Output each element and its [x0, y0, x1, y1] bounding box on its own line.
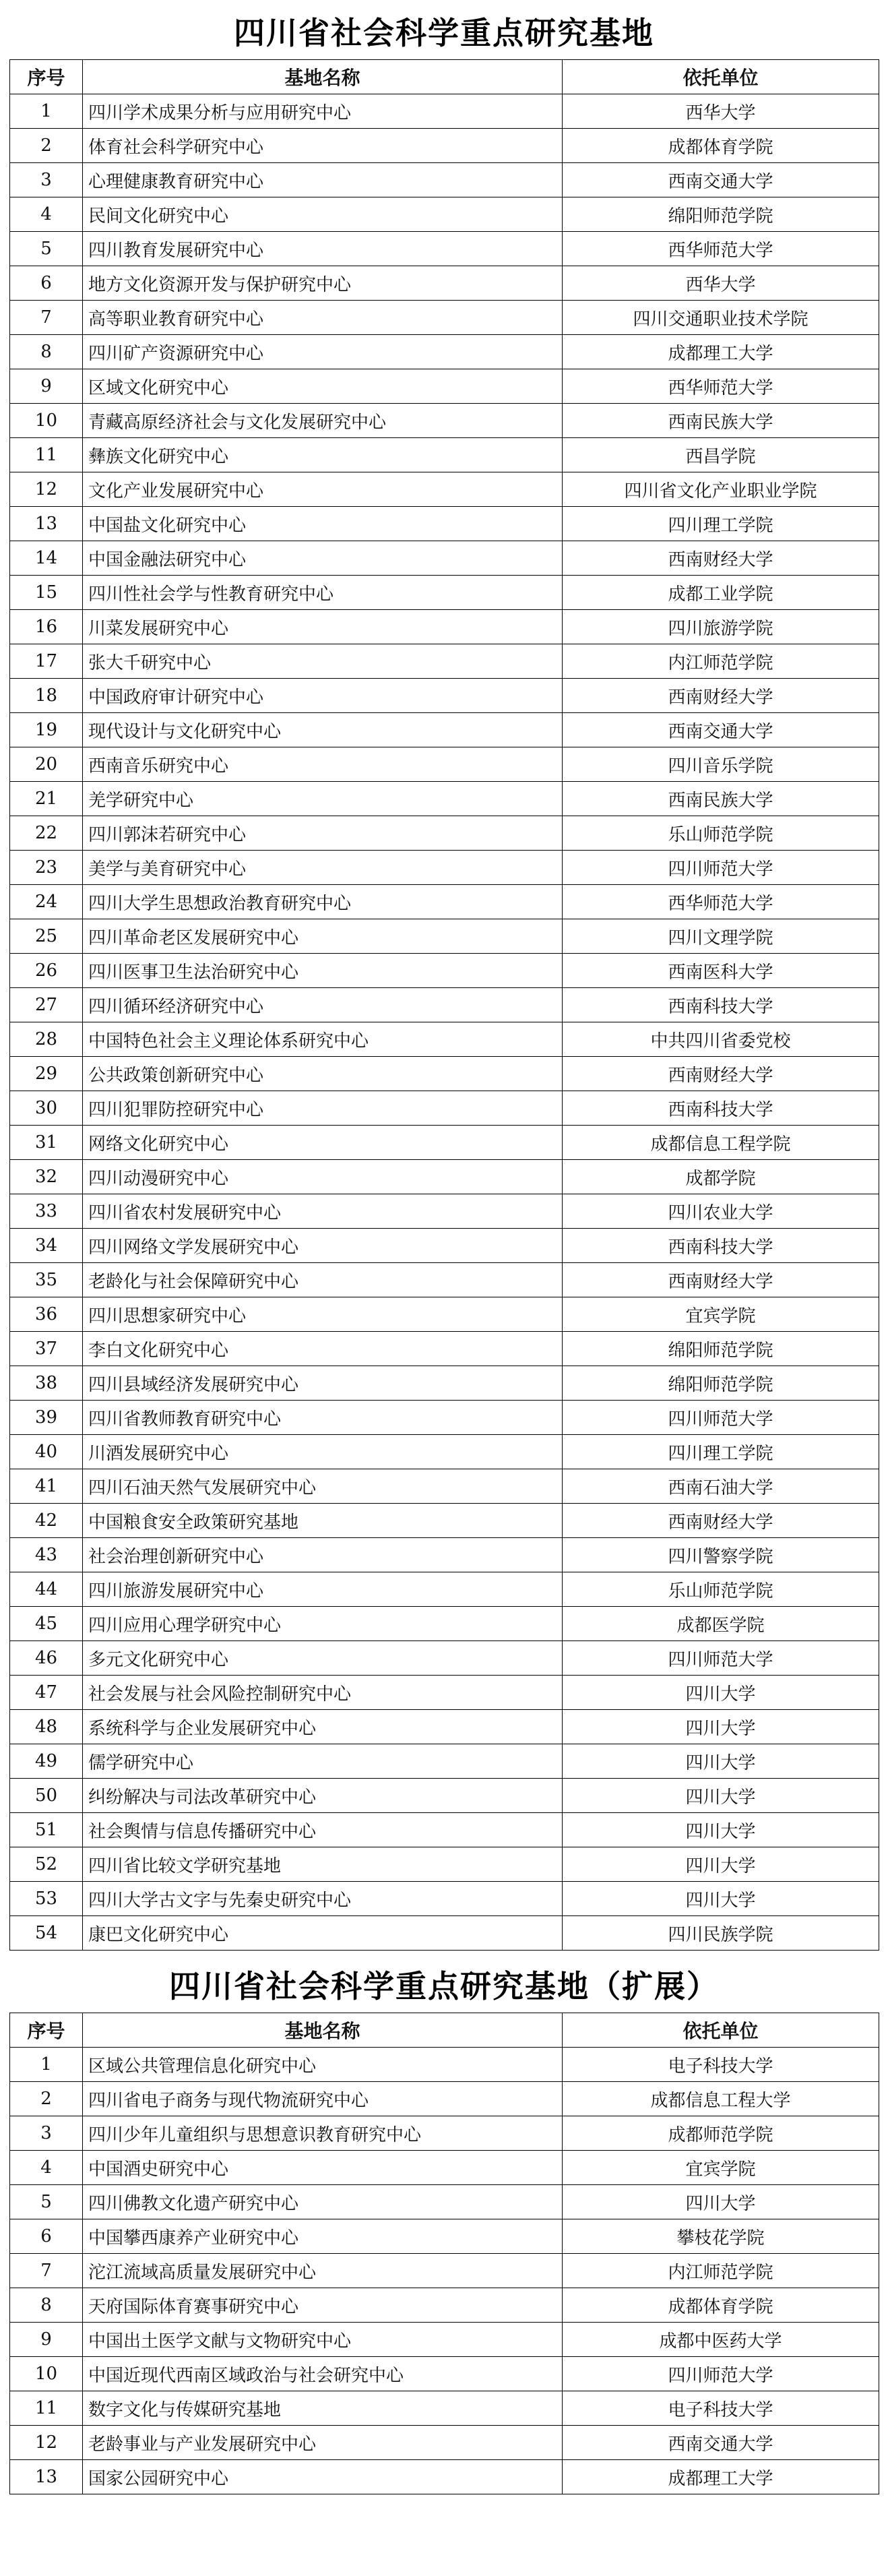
row-index: 43 — [10, 1538, 83, 1572]
base-name: 四川石油天然气发展研究中心 — [83, 1469, 563, 1504]
host-unit: 四川音乐学院 — [563, 747, 879, 782]
base-name: 四川动漫研究中心 — [83, 1160, 563, 1194]
row-index: 1 — [10, 94, 83, 129]
row-index: 10 — [10, 404, 83, 438]
base-name: 四川犯罪防控研究中心 — [83, 1091, 563, 1126]
table-row — [10, 507, 879, 541]
host-unit: 四川旅游学院 — [563, 610, 879, 644]
base-name: 区域文化研究中心 — [83, 369, 563, 404]
host-unit: 西南交通大学 — [563, 713, 879, 747]
base-name: 文化产业发展研究中心 — [83, 472, 563, 507]
base-name: 四川应用心理学研究中心 — [83, 1607, 563, 1641]
row-index: 31 — [10, 1126, 83, 1160]
table-row — [10, 2048, 879, 2082]
base-name: 四川省比较文学研究基地 — [83, 1847, 563, 1882]
host-unit: 成都医学院 — [563, 1607, 879, 1641]
table-row — [10, 301, 879, 335]
row-index: 27 — [10, 988, 83, 1022]
table-row — [10, 782, 879, 816]
row-index: 2 — [10, 129, 83, 163]
base-name: 四川教育发展研究中心 — [83, 232, 563, 266]
table-row — [10, 1126, 879, 1160]
host-unit: 四川大学 — [563, 1744, 879, 1779]
table-row — [10, 2323, 879, 2357]
host-unit: 西华师范大学 — [563, 369, 879, 404]
base-name: 中国特色社会主义理论体系研究中心 — [83, 1022, 563, 1057]
table-row — [10, 1332, 879, 1366]
table-row — [10, 1779, 879, 1813]
base-name: 地方文化资源开发与保护研究中心 — [83, 266, 563, 301]
base-name: 中国酒史研究中心 — [83, 2151, 563, 2185]
base-name: 美学与美育研究中心 — [83, 851, 563, 885]
table-row — [10, 2460, 879, 2494]
row-index: 6 — [10, 2219, 83, 2254]
row-index: 51 — [10, 1813, 83, 1847]
row-index: 13 — [10, 2460, 83, 2494]
row-index: 9 — [10, 369, 83, 404]
base-name: 四川医事卫生法治研究中心 — [83, 954, 563, 988]
base-name: 民间文化研究中心 — [83, 197, 563, 232]
table-row — [10, 1847, 879, 1882]
table-row — [10, 713, 879, 747]
base-name: 四川县域经济发展研究中心 — [83, 1366, 563, 1401]
host-unit: 西华师范大学 — [563, 885, 879, 919]
table-row — [10, 1194, 879, 1229]
table-row — [10, 644, 879, 679]
host-unit: 四川大学 — [563, 1710, 879, 1744]
row-index: 30 — [10, 1091, 83, 1126]
table-row — [10, 2426, 879, 2460]
table-row — [10, 1744, 879, 1779]
host-unit: 四川省文化产业职业学院 — [563, 472, 879, 507]
base-name: 四川革命老区发展研究中心 — [83, 919, 563, 954]
row-index: 3 — [10, 2116, 83, 2151]
row-index: 7 — [10, 2254, 83, 2288]
host-unit: 西南科技大学 — [563, 1229, 879, 1263]
host-unit: 四川师范大学 — [563, 2357, 879, 2391]
base-name: 青藏高原经济社会与文化发展研究中心 — [83, 404, 563, 438]
base-name: 现代设计与文化研究中心 — [83, 713, 563, 747]
table-row — [10, 1710, 879, 1744]
row-index: 15 — [10, 576, 83, 610]
host-unit: 成都学院 — [563, 1160, 879, 1194]
base-name: 数字文化与传媒研究基地 — [83, 2391, 563, 2426]
base-name: 李白文化研究中心 — [83, 1332, 563, 1366]
base-name: 中国攀西康养产业研究中心 — [83, 2219, 563, 2254]
base-name: 高等职业教育研究中心 — [83, 301, 563, 335]
row-index: 14 — [10, 541, 83, 576]
table-row — [10, 369, 879, 404]
table-row — [10, 94, 879, 129]
row-index: 8 — [10, 2288, 83, 2323]
host-unit: 绵阳师范学院 — [563, 1332, 879, 1366]
table-row — [10, 541, 879, 576]
row-index: 3 — [10, 163, 83, 197]
table-row — [10, 1229, 879, 1263]
table-row — [10, 988, 879, 1022]
base-name: 公共政策创新研究中心 — [83, 1057, 563, 1091]
table-row — [10, 1469, 879, 1504]
base-name: 四川性社会学与性教育研究中心 — [83, 576, 563, 610]
row-index: 11 — [10, 2391, 83, 2426]
base-name: 网络文化研究中心 — [83, 1126, 563, 1160]
header-base-name: 基地名称 — [83, 2013, 563, 2048]
host-unit: 成都理工大学 — [563, 335, 879, 369]
section-extended-bases — [9, 1960, 879, 2494]
table-row — [10, 2391, 879, 2426]
row-index: 46 — [10, 1641, 83, 1676]
table-row — [10, 1641, 879, 1676]
host-unit: 宜宾学院 — [563, 1297, 879, 1332]
row-index: 20 — [10, 747, 83, 782]
base-name: 区域公共管理信息化研究中心 — [83, 2048, 563, 2082]
table-body — [10, 94, 879, 1951]
base-name: 四川佛教文化遗产研究中心 — [83, 2185, 563, 2219]
table-row — [10, 1263, 879, 1297]
host-unit: 西南财经大学 — [563, 1504, 879, 1538]
table-row — [10, 816, 879, 851]
row-index: 34 — [10, 1229, 83, 1263]
row-index: 11 — [10, 438, 83, 472]
table-row — [10, 2082, 879, 2116]
host-unit: 西南交通大学 — [563, 2426, 879, 2460]
row-index: 26 — [10, 954, 83, 988]
base-name: 四川省教师教育研究中心 — [83, 1401, 563, 1435]
host-unit: 成都信息工程大学 — [563, 2082, 879, 2116]
row-index: 47 — [10, 1676, 83, 1710]
table-header-row — [10, 2013, 879, 2048]
table-row — [10, 2254, 879, 2288]
table-row — [10, 1401, 879, 1435]
table-row — [10, 1160, 879, 1194]
table-row — [10, 472, 879, 507]
host-unit: 电子科技大学 — [563, 2048, 879, 2082]
host-unit: 西昌学院 — [563, 438, 879, 472]
host-unit: 西南交通大学 — [563, 163, 879, 197]
base-name: 彝族文化研究中心 — [83, 438, 563, 472]
host-unit: 成都体育学院 — [563, 2288, 879, 2323]
table-row — [10, 1676, 879, 1710]
host-unit: 四川大学 — [563, 1813, 879, 1847]
row-index: 45 — [10, 1607, 83, 1641]
host-unit: 西华大学 — [563, 266, 879, 301]
host-unit: 西南财经大学 — [563, 679, 879, 713]
base-name: 四川省电子商务与现代物流研究中心 — [83, 2082, 563, 2116]
table-row — [10, 2357, 879, 2391]
base-name: 川酒发展研究中心 — [83, 1435, 563, 1469]
base-name: 四川思想家研究中心 — [83, 1297, 563, 1332]
table-row — [10, 163, 879, 197]
row-index: 21 — [10, 782, 83, 816]
table-row — [10, 335, 879, 369]
host-unit: 四川大学 — [563, 1882, 879, 1916]
host-unit: 内江师范学院 — [563, 644, 879, 679]
host-unit: 西南科技大学 — [563, 1091, 879, 1126]
table-row — [10, 1366, 879, 1401]
host-unit: 攀枝花学院 — [563, 2219, 879, 2254]
row-index: 23 — [10, 851, 83, 885]
base-name: 四川循环经济研究中心 — [83, 988, 563, 1022]
row-index: 5 — [10, 2185, 83, 2219]
section-title: 四川省社会科学重点研究基地 — [234, 15, 654, 51]
row-index: 18 — [10, 679, 83, 713]
table-row — [10, 2185, 879, 2219]
host-unit: 内江师范学院 — [563, 2254, 879, 2288]
host-unit: 四川民族学院 — [563, 1916, 879, 1951]
row-index: 2 — [10, 2082, 83, 2116]
extended-bases-table — [9, 2013, 879, 2494]
table-row — [10, 1504, 879, 1538]
table-row — [10, 404, 879, 438]
host-unit: 乐山师范学院 — [563, 1572, 879, 1607]
row-index: 6 — [10, 266, 83, 301]
row-index: 12 — [10, 2426, 83, 2460]
row-index: 35 — [10, 1263, 83, 1297]
base-name: 体育社会科学研究中心 — [83, 129, 563, 163]
row-index: 29 — [10, 1057, 83, 1091]
row-index: 19 — [10, 713, 83, 747]
host-unit: 宜宾学院 — [563, 2151, 879, 2185]
base-name: 系统科学与企业发展研究中心 — [83, 1710, 563, 1744]
row-index: 22 — [10, 816, 83, 851]
base-name: 心理健康教育研究中心 — [83, 163, 563, 197]
row-index: 37 — [10, 1332, 83, 1366]
host-unit: 四川文理学院 — [563, 919, 879, 954]
base-name: 四川学术成果分析与应用研究中心 — [83, 94, 563, 129]
row-index: 7 — [10, 301, 83, 335]
host-unit: 西南财经大学 — [563, 1057, 879, 1091]
host-unit: 西华师范大学 — [563, 232, 879, 266]
row-index: 28 — [10, 1022, 83, 1057]
table-row — [10, 197, 879, 232]
base-name: 国家公园研究中心 — [83, 2460, 563, 2494]
table-row — [10, 266, 879, 301]
row-index: 42 — [10, 1504, 83, 1538]
host-unit: 成都信息工程学院 — [563, 1126, 879, 1160]
host-unit: 四川大学 — [563, 1779, 879, 1813]
row-index: 53 — [10, 1882, 83, 1916]
row-index: 5 — [10, 232, 83, 266]
row-index: 44 — [10, 1572, 83, 1607]
table-row — [10, 1022, 879, 1057]
host-unit: 四川大学 — [563, 1847, 879, 1882]
table-row — [10, 919, 879, 954]
section-main-bases — [9, 7, 879, 1951]
table-row — [10, 1607, 879, 1641]
base-name: 四川旅游发展研究中心 — [83, 1572, 563, 1607]
table-header-row — [10, 60, 879, 94]
table-row — [10, 1435, 879, 1469]
base-name: 纠纷解决与司法改革研究中心 — [83, 1779, 563, 1813]
base-name: 沱江流域高质量发展研究中心 — [83, 2254, 563, 2288]
header-host-unit: 依托单位 — [563, 60, 879, 94]
row-index: 33 — [10, 1194, 83, 1229]
base-name: 四川少年儿童组织与思想意识教育研究中心 — [83, 2116, 563, 2151]
row-index: 4 — [10, 197, 83, 232]
host-unit: 四川交通职业技术学院 — [563, 301, 879, 335]
host-unit: 四川农业大学 — [563, 1194, 879, 1229]
host-unit: 成都工业学院 — [563, 576, 879, 610]
base-name: 四川省农村发展研究中心 — [83, 1194, 563, 1229]
table-row — [10, 1538, 879, 1572]
base-name: 老龄事业与产业发展研究中心 — [83, 2426, 563, 2460]
host-unit: 西南科技大学 — [563, 988, 879, 1022]
base-name: 四川大学生思想政治教育研究中心 — [83, 885, 563, 919]
host-unit: 西华大学 — [563, 94, 879, 129]
table-body — [10, 2048, 879, 2494]
host-unit: 成都理工大学 — [563, 2460, 879, 2494]
row-index: 36 — [10, 1297, 83, 1332]
host-unit: 西南医科大学 — [563, 954, 879, 988]
table-row — [10, 610, 879, 644]
row-index: 41 — [10, 1469, 83, 1504]
row-index: 8 — [10, 335, 83, 369]
host-unit: 西南财经大学 — [563, 1263, 879, 1297]
base-name: 中国盐文化研究中心 — [83, 507, 563, 541]
host-unit: 电子科技大学 — [563, 2391, 879, 2426]
table-row — [10, 1572, 879, 1607]
row-index: 52 — [10, 1847, 83, 1882]
base-name: 社会治理创新研究中心 — [83, 1538, 563, 1572]
host-unit: 西南石油大学 — [563, 1469, 879, 1504]
table-row — [10, 1916, 879, 1951]
row-index: 38 — [10, 1366, 83, 1401]
table-row — [10, 747, 879, 782]
table-row — [10, 2288, 879, 2323]
host-unit: 成都中医药大学 — [563, 2323, 879, 2357]
base-name: 中国粮食安全政策研究基地 — [83, 1504, 563, 1538]
header-host-unit: 依托单位 — [563, 2013, 879, 2048]
base-name: 儒学研究中心 — [83, 1744, 563, 1779]
host-unit: 四川理工学院 — [563, 1435, 879, 1469]
table-row — [10, 2151, 879, 2185]
table-row — [10, 2219, 879, 2254]
row-index: 24 — [10, 885, 83, 919]
bases-table — [9, 59, 879, 1951]
row-index: 13 — [10, 507, 83, 541]
host-unit: 四川警察学院 — [563, 1538, 879, 1572]
host-unit: 四川大学 — [563, 1676, 879, 1710]
host-unit: 成都体育学院 — [563, 129, 879, 163]
base-name: 张大千研究中心 — [83, 644, 563, 679]
host-unit: 西南民族大学 — [563, 404, 879, 438]
section-title: 四川省社会科学重点研究基地（扩展） — [169, 1968, 719, 2004]
host-unit: 西南财经大学 — [563, 541, 879, 576]
table-row — [10, 885, 879, 919]
table-row — [10, 1297, 879, 1332]
base-name: 康巴文化研究中心 — [83, 1916, 563, 1951]
table-row — [10, 576, 879, 610]
base-name: 天府国际体育赛事研究中心 — [83, 2288, 563, 2323]
row-index: 50 — [10, 1779, 83, 1813]
host-unit: 绵阳师范学院 — [563, 1366, 879, 1401]
row-index: 39 — [10, 1401, 83, 1435]
host-unit: 四川理工学院 — [563, 507, 879, 541]
table-row — [10, 1813, 879, 1847]
base-name: 多元文化研究中心 — [83, 1641, 563, 1676]
table-row — [10, 679, 879, 713]
base-name: 中国金融法研究中心 — [83, 541, 563, 576]
row-index: 25 — [10, 919, 83, 954]
host-unit: 四川师范大学 — [563, 851, 879, 885]
base-name: 四川矿产资源研究中心 — [83, 335, 563, 369]
table-row — [10, 1091, 879, 1126]
table-row — [10, 2116, 879, 2151]
row-index: 54 — [10, 1916, 83, 1951]
base-name: 川菜发展研究中心 — [83, 610, 563, 644]
base-name: 四川网络文学发展研究中心 — [83, 1229, 563, 1263]
row-index: 17 — [10, 644, 83, 679]
base-name: 社会发展与社会风险控制研究中心 — [83, 1676, 563, 1710]
row-index: 16 — [10, 610, 83, 644]
host-unit: 绵阳师范学院 — [563, 197, 879, 232]
row-index: 48 — [10, 1710, 83, 1744]
row-index: 32 — [10, 1160, 83, 1194]
base-name: 中国政府审计研究中心 — [83, 679, 563, 713]
base-name: 中国近现代西南区域政治与社会研究中心 — [83, 2357, 563, 2391]
table-row — [10, 1882, 879, 1916]
host-unit: 乐山师范学院 — [563, 816, 879, 851]
table-row — [10, 438, 879, 472]
row-index: 12 — [10, 472, 83, 507]
row-index: 10 — [10, 2357, 83, 2391]
row-index: 40 — [10, 1435, 83, 1469]
header-base-name: 基地名称 — [83, 60, 563, 94]
base-name: 西南音乐研究中心 — [83, 747, 563, 782]
base-name: 羌学研究中心 — [83, 782, 563, 816]
table-row — [10, 954, 879, 988]
header-index: 序号 — [10, 60, 83, 94]
host-unit: 成都师范学院 — [563, 2116, 879, 2151]
host-unit: 西南民族大学 — [563, 782, 879, 816]
row-index: 4 — [10, 2151, 83, 2185]
table-row — [10, 129, 879, 163]
base-name: 四川大学古文字与先秦史研究中心 — [83, 1882, 563, 1916]
table-row — [10, 851, 879, 885]
base-name: 社会舆情与信息传播研究中心 — [83, 1813, 563, 1847]
row-index: 1 — [10, 2048, 83, 2082]
base-name: 中国出土医学文献与文物研究中心 — [83, 2323, 563, 2357]
row-index: 9 — [10, 2323, 83, 2357]
host-unit: 四川师范大学 — [563, 1641, 879, 1676]
host-unit: 四川师范大学 — [563, 1401, 879, 1435]
host-unit: 四川大学 — [563, 2185, 879, 2219]
base-name: 老龄化与社会保障研究中心 — [83, 1263, 563, 1297]
table-row — [10, 232, 879, 266]
table-row — [10, 1057, 879, 1091]
header-index: 序号 — [10, 2013, 83, 2048]
row-index: 49 — [10, 1744, 83, 1779]
base-name: 四川郭沫若研究中心 — [83, 816, 563, 851]
host-unit: 中共四川省委党校 — [563, 1022, 879, 1057]
